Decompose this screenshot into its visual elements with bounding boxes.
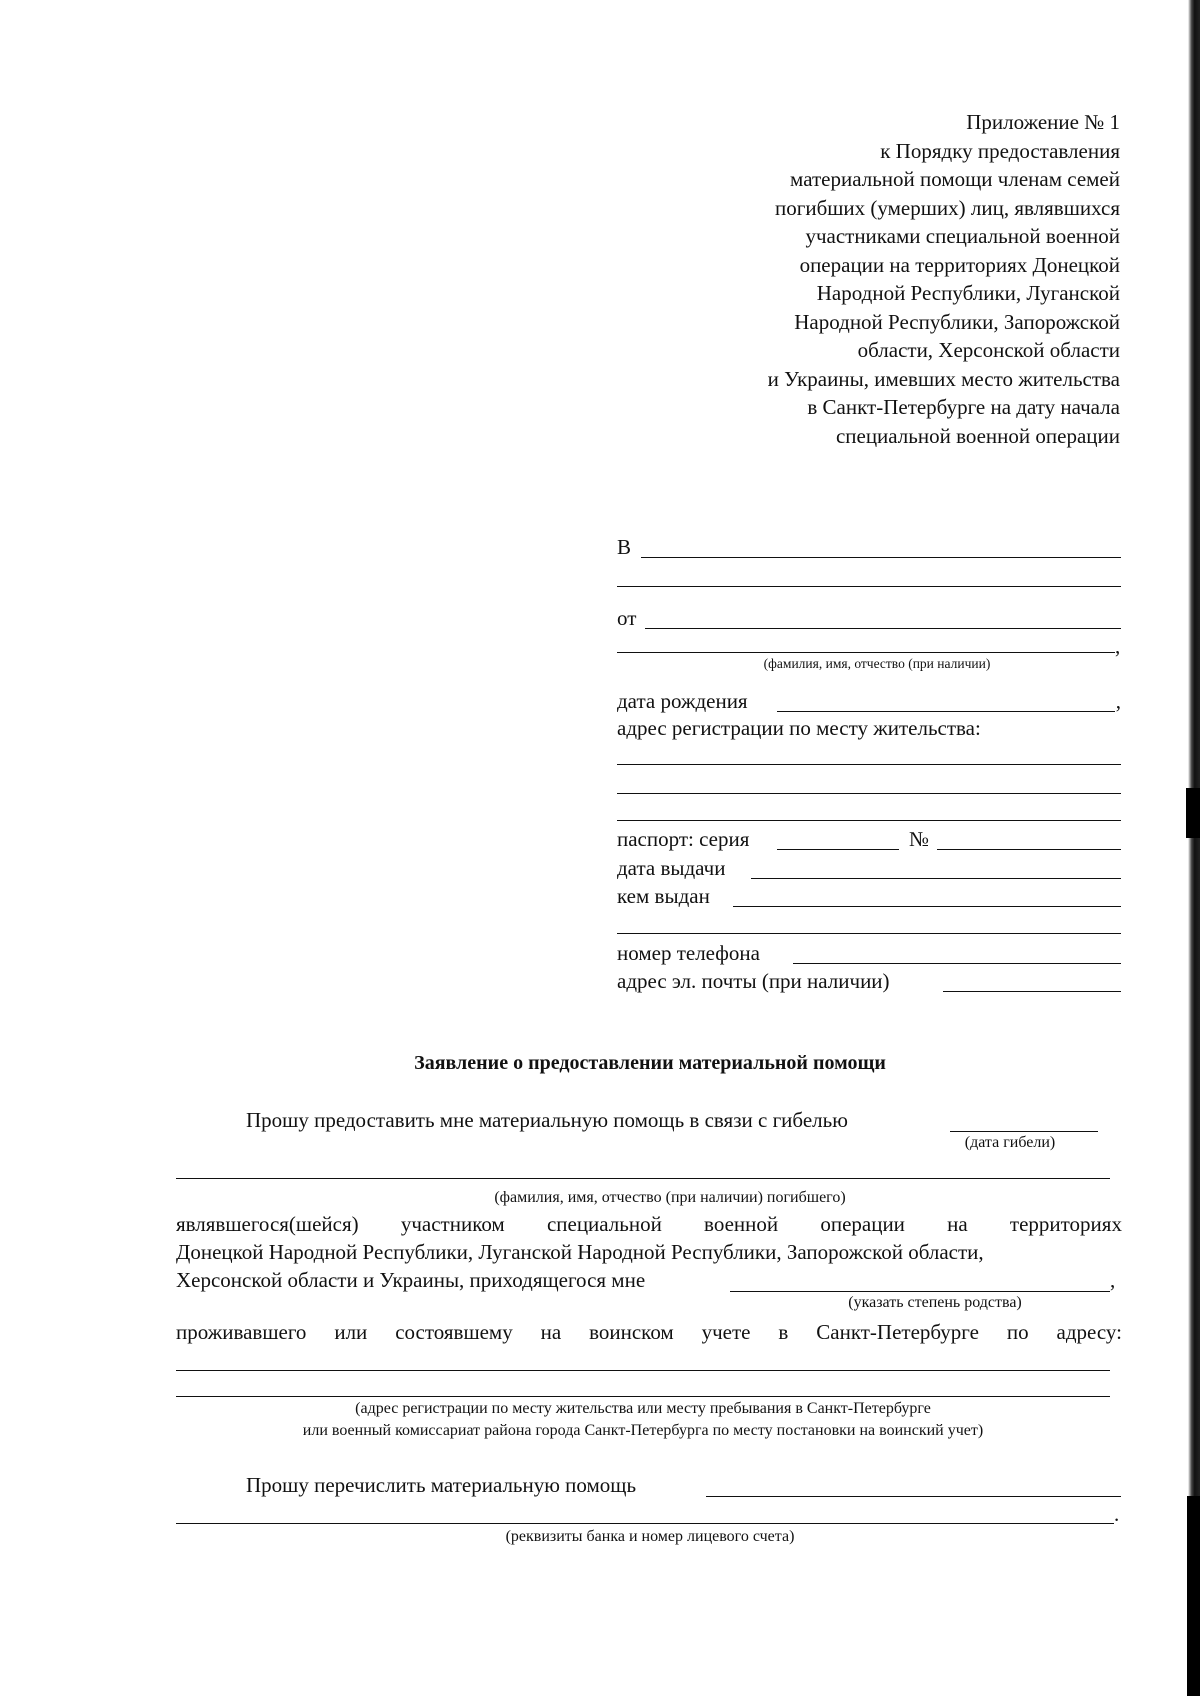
to-row <box>617 534 1121 562</box>
issue-date-row <box>617 855 1121 883</box>
word: воинском <box>589 1320 674 1344</box>
appendix-line: Народной Республики, Луганской <box>816 281 1120 305</box>
birth-date-field[interactable] <box>777 711 1115 712</box>
word: территориях <box>1009 1212 1122 1236</box>
issue-date-label: дата выдачи <box>617 856 726 880</box>
regions-text: Донецкой Народной Республики, Луганской Народной Республики, Запорожской области, <box>176 1240 984 1264</box>
from-row <box>617 605 1121 633</box>
bank-field[interactable] <box>706 1496 1121 1497</box>
appendix-line: к Порядку предоставления <box>880 138 1120 163</box>
passport-series-field[interactable] <box>777 849 899 850</box>
fio-caption: (фамилия, имя, отчество (при наличии) <box>763 656 991 671</box>
appendix-header <box>640 108 1120 450</box>
from-label: от <box>617 606 637 630</box>
word: адресу: <box>1056 1320 1122 1344</box>
word: проживавшего <box>176 1320 307 1344</box>
reg-address-field-1[interactable] <box>617 764 1121 765</box>
issued-by-field[interactable] <box>733 906 1121 907</box>
comma: , <box>1110 1268 1116 1292</box>
to-field[interactable] <box>641 557 1121 558</box>
request-text: Прошу предоставить мне материальную помощь в связи с гибелью <box>246 1108 848 1132</box>
address-field-1[interactable] <box>176 1370 1110 1371</box>
appendix-line: Народной Республики, Запорожской <box>794 309 1120 334</box>
appendix-line: в Санкт-Петербурге на дату начала <box>807 395 1120 419</box>
issued-by-field-line2[interactable] <box>617 933 1121 934</box>
appendix-line: материальной помощи членам семей <box>790 167 1120 191</box>
scan-edge-mark <box>1186 788 1200 838</box>
death-date-caption: (дата гибели) <box>964 1134 1056 1151</box>
email-label: адрес эл. почты (при наличии) <box>617 969 890 993</box>
birth-label: дата рождения <box>617 689 748 713</box>
passport-number-field[interactable] <box>937 849 1121 850</box>
address-caption: (адрес регистрации по месту жительства или месту пребывания в Санкт-Петербурге <box>355 1400 931 1417</box>
reg-address-label: адрес регистрации по месту жительства: <box>617 716 981 740</box>
comma: , <box>1115 634 1121 658</box>
issue-date-field[interactable] <box>751 878 1121 879</box>
address-field-2[interactable] <box>176 1396 1110 1397</box>
email-field[interactable] <box>943 991 1121 992</box>
word: военной <box>704 1212 779 1236</box>
scan-edge <box>1188 0 1200 1696</box>
appendix-line: погибших (умерших) лиц, являвшихся <box>774 195 1120 220</box>
appendix-line: области, Херсонской области <box>857 338 1120 362</box>
word: состоявшему <box>395 1320 513 1344</box>
transfer-text: Прошу перечислить материальную помощь <box>246 1473 637 1497</box>
comma: , <box>1115 689 1121 713</box>
scan-edge-mark <box>1187 1496 1200 1696</box>
bank-field-line2[interactable] <box>176 1523 1114 1524</box>
address-line <box>176 1320 1122 1345</box>
issued-by-label: кем выдан <box>617 884 710 908</box>
word: являвшегося(шейся) <box>176 1212 359 1236</box>
word: по <box>1006 1320 1029 1344</box>
deceased-name-field[interactable] <box>176 1178 1110 1179</box>
word: на <box>947 1212 968 1236</box>
from-field-line2[interactable] <box>617 652 1115 653</box>
kinship-text: Херсонской области и Украины, приходящегося мне <box>176 1268 646 1292</box>
to-label: В <box>617 535 632 559</box>
phone-field[interactable] <box>793 963 1121 964</box>
passport-number-label: № <box>909 827 930 851</box>
kinship-caption: (указать степень родства) <box>848 1294 1022 1311</box>
deceased-caption: (фамилия, имя, отчество (при наличии) погибшего) <box>494 1189 846 1206</box>
appendix-line: специальной военной операции <box>835 423 1120 448</box>
death-date-field[interactable] <box>950 1131 1098 1132</box>
address-caption: или военный комиссариат района города Санкт-Петербурга по месту постановки на воинский учет) <box>302 1422 984 1439</box>
document-title: Заявление о предоставлении материальной помощи <box>414 1052 886 1074</box>
to-field-line2[interactable] <box>617 586 1121 587</box>
kinship-field[interactable] <box>730 1291 1110 1292</box>
word: учете <box>701 1320 751 1344</box>
bank-caption: (реквизиты банка и номер лицевого счета) <box>505 1528 795 1545</box>
reg-address-row <box>617 715 1121 743</box>
reg-address-field-3[interactable] <box>617 820 1121 821</box>
word: специальной <box>546 1212 662 1236</box>
passport-row <box>617 826 1121 854</box>
word: участником <box>400 1212 505 1236</box>
word: в <box>778 1320 789 1344</box>
phone-row <box>617 940 1121 968</box>
issued-by-row <box>617 883 1121 911</box>
word: на <box>540 1320 562 1344</box>
word: или <box>334 1320 368 1344</box>
period: . <box>1114 1502 1120 1526</box>
word: Санкт-Петербурге <box>816 1320 979 1344</box>
participant-line <box>176 1212 1122 1237</box>
email-row <box>617 968 1121 996</box>
birth-row <box>617 688 1121 716</box>
appendix-line: Приложение № 1 <box>966 110 1120 134</box>
passport-series-label: паспорт: серия <box>617 827 750 851</box>
word: операции <box>820 1212 905 1236</box>
reg-address-field-2[interactable] <box>617 793 1121 794</box>
appendix-line: участниками специальной военной <box>805 224 1120 248</box>
appendix-line: операции на территориях Донецкой <box>799 252 1120 277</box>
appendix-line: и Украины, имевших место жительства <box>767 366 1120 391</box>
from-field[interactable] <box>645 628 1121 629</box>
phone-label: номер телефона <box>617 941 760 965</box>
